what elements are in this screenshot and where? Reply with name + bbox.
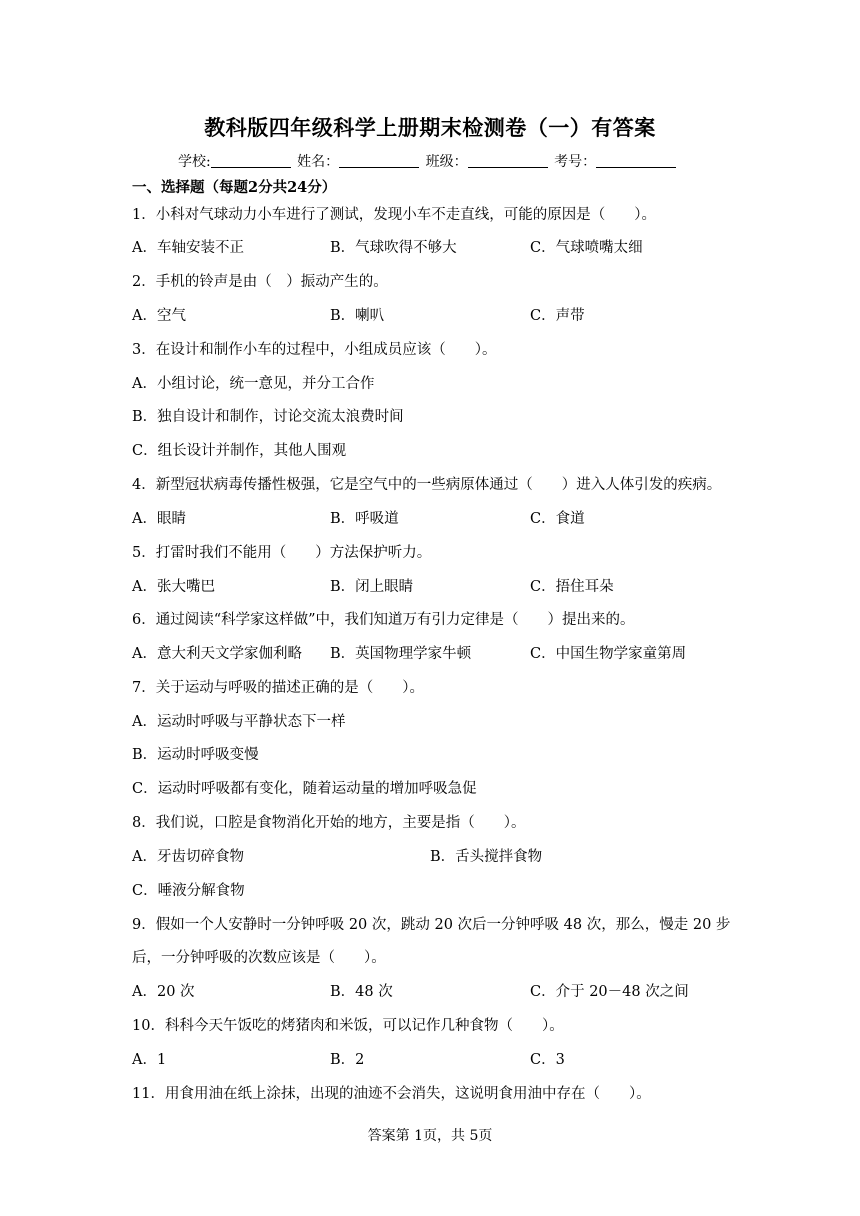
school-label: 学校: xyxy=(178,154,211,170)
student-info-line xyxy=(178,151,678,171)
q9-option-a: A．20 次 xyxy=(132,984,195,1000)
q6-option-b: B．英国物理学家牛顿 xyxy=(330,646,472,662)
name-label: 姓名： xyxy=(297,154,340,170)
question-3: 3．在设计和制作小车的过程中，小组成员应该（ ）。 xyxy=(132,342,497,358)
question-11: 11．用食用油在纸上涂抹，出现的油迹不会消失，这说明食用油中存在（ ）。 xyxy=(132,1086,651,1102)
question-4: 4．新型冠状病毒传播性极强，它是空气中的一些病原体通过（ ）进入人体引发的疾病。 xyxy=(132,477,722,493)
question-9-line-2: 后，一分钟呼吸的次数应该是（ ）。 xyxy=(132,950,386,966)
question-10: 10．科科今天午饭吃的烤猪肉和米饭，可以记作几种食物（ ）。 xyxy=(132,1018,564,1034)
q3-option-b: B．独自设计和制作，讨论交流太浪费时间 xyxy=(132,409,404,425)
q4-option-b: B．呼吸道 xyxy=(330,511,399,527)
q7-option-a: A．运动时呼吸与平静状态下一样 xyxy=(132,714,346,730)
q5-option-a: A．张大嘴巴 xyxy=(132,579,215,595)
q5-option-c: C．捂住耳朵 xyxy=(530,579,614,595)
page-title: 教科版四年级科学上册期末检测卷（一）有答案 xyxy=(204,115,656,140)
q2-option-a: A．空气 xyxy=(132,308,186,324)
q8-option-c: C．唾液分解食物 xyxy=(132,883,245,899)
question-7: 7．关于运动与呼吸的描述正确的是（ ）。 xyxy=(132,680,424,696)
question-6: 6．通过阅读“科学家这样做”中，我们知道万有引力定律是（ ）提出来的。 xyxy=(132,612,635,628)
q7-option-b: B．运动时呼吸变慢 xyxy=(132,747,259,763)
q10-option-a: A．1 xyxy=(132,1052,167,1068)
q1-option-a: A．车轴安装不正 xyxy=(132,240,244,256)
question-5: 5．打雷时我们不能用（ ）方法保护听力。 xyxy=(132,545,432,561)
question-9-line-1: 9．假如一个人安静时一分钟呼吸 20 次，跳动 20 次后一分钟呼吸 48 次，那么，慢走 20 步 xyxy=(132,917,731,933)
q10-option-b: B．2 xyxy=(330,1052,365,1068)
q10-option-c: C．3 xyxy=(530,1052,565,1068)
q3-option-c: C．组长设计并制作，其他人围观 xyxy=(132,443,347,459)
question-8: 8．我们说，口腔是食物消化开始的地方，主要是指（ ）。 xyxy=(132,815,526,831)
q6-option-c: C．中国生物学家童第周 xyxy=(530,646,687,662)
q1-option-c: C．气球喷嘴太细 xyxy=(530,240,643,256)
section-title: 一、选择题（每题2分共24分） xyxy=(132,179,337,196)
question-2: 2．手机的铃声是由（ ）振动产生的。 xyxy=(132,274,388,290)
exam-no-blank xyxy=(596,153,676,168)
q2-option-b: B．喇叭 xyxy=(330,308,385,324)
q4-option-c: C．食道 xyxy=(530,511,585,527)
q9-option-c: C．介于 20－48 次之间 xyxy=(530,984,689,1000)
name-blank xyxy=(339,153,419,168)
q8-option-a: A．牙齿切碎食物 xyxy=(132,849,244,865)
q6-option-a: A．意大利天文学家伽利略 xyxy=(132,646,302,662)
class-label: 班级： xyxy=(425,154,468,170)
q9-option-b: B．48 次 xyxy=(330,984,393,1000)
q7-option-c: C．运动时呼吸都有变化，随着运动量的增加呼吸急促 xyxy=(132,781,477,797)
q1-option-b: B．气球吹得不够大 xyxy=(330,240,457,256)
q4-option-a: A．眼睛 xyxy=(132,511,186,527)
question-1: 1．小科对气球动力小车进行了测试，发现小车不走直线，可能的原因是（ ）。 xyxy=(132,207,656,223)
exam-no-label: 考号： xyxy=(554,154,597,170)
q5-option-b: B．闭上眼睛 xyxy=(330,579,414,595)
class-blank xyxy=(468,153,548,168)
page-footer: 答案第 1页，共 5页 xyxy=(367,1128,493,1144)
q8-option-b: B．舌头搅拌食物 xyxy=(430,849,543,865)
q2-option-c: C．声带 xyxy=(530,308,585,324)
q3-option-a: A．小组讨论，统一意见，并分工合作 xyxy=(132,376,375,392)
school-blank xyxy=(211,153,291,168)
